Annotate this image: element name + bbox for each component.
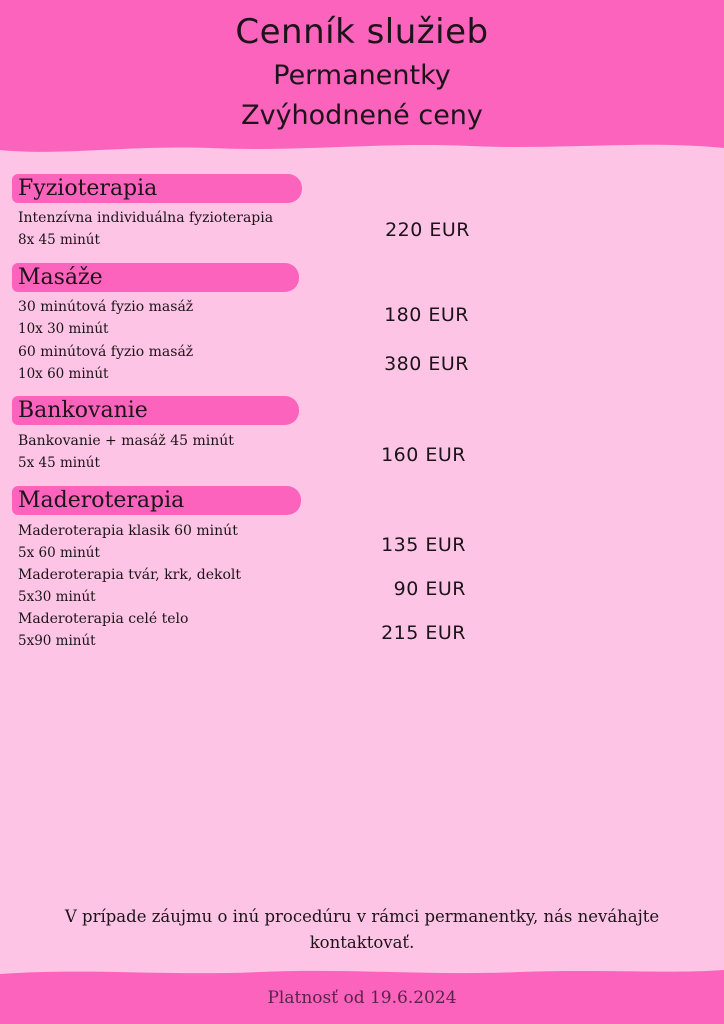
item-name: 30 minútová fyzio masáž — [18, 299, 194, 315]
item-name: 60 minútová fyzio masáž — [18, 344, 194, 360]
item-detail: 5x90 minút — [18, 633, 96, 649]
item-price: 380 EUR — [384, 353, 469, 375]
page-subtitle-prices: Zvýhodnené ceny — [241, 100, 483, 131]
page-subtitle-permanentky: Permanentky — [273, 60, 451, 91]
item-price: 160 EUR — [381, 444, 466, 466]
item-detail: 5x 60 minút — [18, 545, 100, 561]
validity-date: Platnosť od 19.6.2024 — [267, 988, 457, 1008]
section-label: Maderoterapia — [18, 488, 185, 513]
section-label: Masáže — [18, 265, 103, 290]
item-price: 135 EUR — [381, 534, 466, 556]
contact-note: V prípade záujmu o inú procedúru v rámci permanentky, nás neváhajte kontaktovať. — [64, 907, 660, 952]
item-name: Maderoterapia tvár, krk, dekolt — [18, 567, 241, 583]
page-title: Cenník služieb — [235, 12, 489, 52]
item-detail: 5x30 minút — [18, 589, 96, 605]
item-name: Maderoterapia klasik 60 minút — [18, 523, 238, 539]
item-price: 90 EUR — [393, 578, 466, 600]
item-detail: 10x 60 minút — [18, 366, 109, 382]
item-name: Bankovanie + masáž 45 minút — [18, 433, 234, 449]
item-detail: 5x 45 minút — [18, 455, 100, 471]
item-price: 220 EUR — [385, 219, 470, 241]
item-price: 215 EUR — [381, 622, 466, 644]
item-price: 180 EUR — [384, 304, 469, 326]
item-name: Intenzívna individuálna fyzioterapia — [18, 210, 274, 226]
item-name: Maderoterapia celé telo — [18, 611, 189, 627]
item-detail: 10x 30 minút — [18, 321, 109, 337]
item-detail: 8x 45 minút — [18, 232, 100, 248]
section-label: Bankovanie — [18, 398, 148, 423]
section-label: Fyzioterapia — [18, 176, 158, 201]
